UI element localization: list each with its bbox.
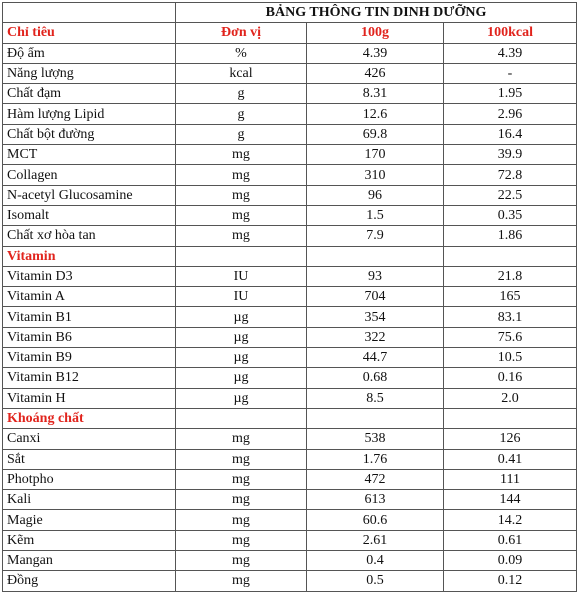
row-name: Kẽm [3,530,176,550]
row-value-100kcal: 14.2 [444,510,577,530]
row-value-100kcal: 0.12 [444,571,577,591]
section-vitamin [3,246,577,266]
row-unit: mg [176,510,307,530]
row-value-100g: 538 [307,429,444,449]
row-name: Sắt [3,449,176,469]
row-unit: IU [176,266,307,286]
header-unit: Đơn vị [176,23,307,43]
row-value-100g: 0.68 [307,368,444,388]
table-row [3,449,577,469]
header-per-100kcal: 100kcal [444,23,577,43]
row-value-100kcal: 1.86 [444,226,577,246]
row-value-100kcal: 0.09 [444,551,577,571]
row-unit: µg [176,327,307,347]
table-row [3,510,577,530]
row-value-100kcal: 75.6 [444,327,577,347]
nutrition-table [2,2,577,592]
table-row [3,63,577,83]
row-value-100g: 0.4 [307,551,444,571]
row-unit: mg [176,530,307,550]
table-title: BẢNG THÔNG TIN DINH DƯỠNG [176,3,577,23]
row-unit: g [176,84,307,104]
row-name: Isomalt [3,205,176,225]
row-value-100kcal: 10.5 [444,348,577,368]
header-row [3,23,577,43]
table-row [3,185,577,205]
row-value-100g: 8.31 [307,84,444,104]
row-name: Vitamin B1 [3,307,176,327]
empty-cell [176,246,307,266]
table-row [3,429,577,449]
row-value-100g: 8.5 [307,388,444,408]
table-row [3,104,577,124]
row-unit: % [176,43,307,63]
row-value-100kcal: 72.8 [444,165,577,185]
row-value-100g: 96 [307,185,444,205]
row-value-100g: 60.6 [307,510,444,530]
row-name: Đồng [3,571,176,591]
row-value-100kcal: 111 [444,469,577,489]
row-value-100g: 613 [307,490,444,510]
row-unit: g [176,104,307,124]
header-name: Chỉ tiêu [3,23,176,43]
row-value-100g: 322 [307,327,444,347]
row-name: MCT [3,145,176,165]
empty-cell [176,408,307,428]
row-value-100kcal: 0.35 [444,205,577,225]
row-value-100kcal: 0.16 [444,368,577,388]
row-value-100g: 2.61 [307,530,444,550]
title-empty-cell [3,3,176,23]
table-row [3,145,577,165]
row-value-100kcal: 22.5 [444,185,577,205]
row-name: Mangan [3,551,176,571]
row-value-100kcal: 83.1 [444,307,577,327]
row-value-100kcal: 16.4 [444,124,577,144]
row-value-100kcal: 2.0 [444,388,577,408]
row-name: Vitamin B12 [3,368,176,388]
row-name: Chất xơ hòa tan [3,226,176,246]
table-row [3,348,577,368]
table-row [3,226,577,246]
table-row [3,571,577,591]
row-name: Vitamin B9 [3,348,176,368]
row-value-100kcal: 126 [444,429,577,449]
row-name: Chất đạm [3,84,176,104]
row-unit: mg [176,551,307,571]
empty-cell [307,408,444,428]
row-value-100g: 44.7 [307,348,444,368]
row-value-100g: 704 [307,287,444,307]
row-value-100g: 7.9 [307,226,444,246]
table-row [3,307,577,327]
row-value-100g: 472 [307,469,444,489]
row-value-100g: 354 [307,307,444,327]
section-minerals [3,408,577,428]
row-value-100g: 12.6 [307,104,444,124]
table-row [3,530,577,550]
row-unit: mg [176,449,307,469]
row-name: Năng lượng [3,63,176,83]
row-value-100g: 69.8 [307,124,444,144]
table-row [3,205,577,225]
row-value-100g: 93 [307,266,444,286]
row-value-100g: 0.5 [307,571,444,591]
row-value-100kcal: 39.9 [444,145,577,165]
table-row [3,490,577,510]
row-unit: g [176,124,307,144]
table-row [3,43,577,63]
row-value-100kcal: 0.61 [444,530,577,550]
row-value-100g: 170 [307,145,444,165]
row-unit: µg [176,368,307,388]
row-name: Chất bột đường [3,124,176,144]
row-value-100g: 310 [307,165,444,185]
header-per-100g: 100g [307,23,444,43]
row-unit: µg [176,388,307,408]
empty-cell [444,408,577,428]
row-name: Canxi [3,429,176,449]
table-row [3,368,577,388]
row-unit: mg [176,429,307,449]
row-unit: µg [176,348,307,368]
row-value-100kcal: 165 [444,287,577,307]
row-name: Vitamin A [3,287,176,307]
row-value-100g: 426 [307,63,444,83]
row-name: Vitamin D3 [3,266,176,286]
empty-cell [307,246,444,266]
table-row [3,124,577,144]
row-unit: mg [176,165,307,185]
row-name: Collagen [3,165,176,185]
row-unit: mg [176,490,307,510]
table-row [3,287,577,307]
table-row [3,469,577,489]
section-minerals-title: Khoáng chất [3,408,176,428]
table-row [3,327,577,347]
row-name: Hàm lượng Lipid [3,104,176,124]
row-value-100kcal: 0.41 [444,449,577,469]
row-name: Vitamin H [3,388,176,408]
row-value-100kcal: 4.39 [444,43,577,63]
row-name: Photpho [3,469,176,489]
row-name: Vitamin B6 [3,327,176,347]
empty-cell [444,246,577,266]
section-vitamin-title: Vitamin [3,246,176,266]
row-value-100kcal: 1.95 [444,84,577,104]
title-row [3,3,577,23]
row-name: N-acetyl Glucosamine [3,185,176,205]
row-unit: mg [176,145,307,165]
row-value-100g: 1.76 [307,449,444,469]
row-unit: mg [176,226,307,246]
row-unit: mg [176,571,307,591]
row-value-100kcal: 21.8 [444,266,577,286]
table-row [3,84,577,104]
row-unit: mg [176,469,307,489]
row-value-100g: 1.5 [307,205,444,225]
row-name: Độ ẩm [3,43,176,63]
row-unit: kcal [176,63,307,83]
table-row [3,551,577,571]
row-unit: µg [176,307,307,327]
table-row [3,266,577,286]
row-name: Kali [3,490,176,510]
row-value-100g: 4.39 [307,43,444,63]
row-name: Magie [3,510,176,530]
row-unit: IU [176,287,307,307]
row-unit: mg [176,185,307,205]
row-unit: mg [176,205,307,225]
table-row [3,388,577,408]
row-value-100kcal: - [444,63,577,83]
table-row [3,165,577,185]
row-value-100kcal: 144 [444,490,577,510]
row-value-100kcal: 2.96 [444,104,577,124]
